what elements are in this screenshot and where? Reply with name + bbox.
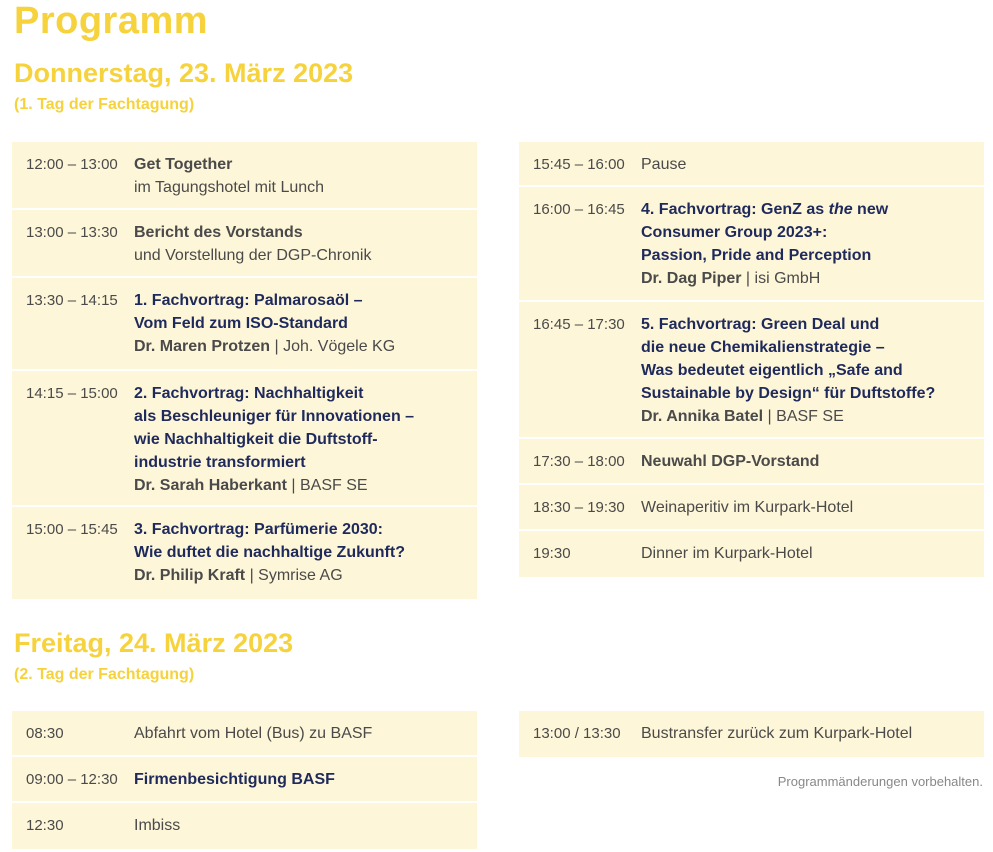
schedule-row bbox=[12, 507, 477, 599]
row-content bbox=[134, 221, 371, 267]
speaker-affiliation: | BASF SE bbox=[763, 408, 844, 425]
row-subtitle: und Vorstellung der DGP-Chronik bbox=[134, 247, 372, 264]
schedule-row bbox=[12, 371, 477, 507]
talk-title-line: als Beschleuniger für Innovationen – bbox=[134, 408, 415, 425]
row-text: Firmenbesichtigung BASF bbox=[134, 771, 335, 788]
speaker-name: Dr. Dag Piper bbox=[641, 270, 742, 287]
talk-title-line: die neue Chemikalienstrategie – bbox=[641, 339, 885, 356]
speaker-affiliation: | BASF SE bbox=[286, 477, 368, 494]
speaker-affiliation: | isi GmbH bbox=[741, 270, 821, 287]
talk-title-line: wie Nachhaltigkeit die Duftstoff- bbox=[134, 431, 378, 448]
talk-title-line: Was bedeutet eigentlich „Safe and bbox=[641, 362, 903, 379]
row-time: 18:30 – 19:30 bbox=[533, 499, 625, 516]
row-time: 15:00 – 15:45 bbox=[26, 521, 118, 538]
talk-title-line: Vom Feld zum ISO-Standard bbox=[134, 315, 348, 332]
talk-title-line: 2. Fachvortrag: Nachhaltigkeit bbox=[134, 385, 364, 402]
talk-title-line: 5. Fachvortrag: Green Deal und bbox=[641, 316, 880, 333]
row-text: Weinaperitiv im Kurpark-Hotel bbox=[641, 499, 854, 516]
day2-subheading: (2. Tag der Fachtagung) bbox=[14, 666, 195, 683]
row-text: Pause bbox=[641, 156, 687, 173]
row-time: 16:45 – 17:30 bbox=[533, 316, 625, 333]
row-subtitle: im Tagungshotel mit Lunch bbox=[134, 179, 325, 196]
row-time: 09:00 – 12:30 bbox=[26, 771, 118, 788]
row-content bbox=[641, 313, 935, 428]
talk-title-line: 1. Fachvortrag: Palmarosaöl – bbox=[134, 292, 363, 309]
schedule-row bbox=[12, 278, 477, 371]
day1-heading: Donnerstag, 23. März 2023 bbox=[14, 58, 354, 88]
row-text: Abfahrt vom Hotel (Bus) zu BASF bbox=[134, 725, 373, 742]
row-text: Dinner im Kurpark-Hotel bbox=[641, 545, 813, 562]
talk-title-line: Sustainable by Design“ für Duftstoffe? bbox=[641, 385, 936, 402]
row-time: 12:00 – 13:00 bbox=[26, 156, 118, 173]
row-time: 17:30 – 18:00 bbox=[533, 453, 625, 470]
day2-left-schedule bbox=[12, 711, 477, 849]
schedule-row bbox=[519, 187, 984, 302]
row-time: 13:30 – 14:15 bbox=[26, 292, 118, 309]
schedule-row bbox=[519, 711, 984, 757]
day1-left-schedule bbox=[12, 142, 477, 599]
talk-title-line: Passion, Pride and Perception bbox=[641, 247, 872, 264]
schedule-row bbox=[519, 485, 984, 531]
schedule-row bbox=[12, 757, 477, 803]
schedule-row bbox=[12, 711, 477, 757]
speaker-affiliation: | Joh. Vögele KG bbox=[270, 338, 396, 355]
row-title: Bericht des Vorstands bbox=[134, 224, 303, 241]
talk-title-line: industrie transformiert bbox=[134, 454, 306, 471]
row-content bbox=[134, 518, 405, 587]
day1-right-schedule bbox=[519, 142, 984, 577]
row-content bbox=[134, 289, 395, 358]
schedule-row bbox=[519, 142, 984, 187]
row-time: 13:00 – 13:30 bbox=[26, 224, 118, 241]
talk-title-line: Wie duftet die nachhaltige Zukunft? bbox=[134, 544, 405, 561]
talk-title-line: Consumer Group 2023+: bbox=[641, 224, 828, 241]
talk-title-line: 3. Fachvortrag: Parfümerie 2030: bbox=[134, 521, 383, 538]
row-time: 12:30 bbox=[26, 817, 64, 834]
row-content bbox=[134, 153, 324, 199]
disclaimer-note: Programmänderungen vorbehalten. bbox=[777, 774, 983, 789]
row-content bbox=[134, 382, 414, 497]
speaker-name: Dr. Sarah Haberkant bbox=[134, 477, 287, 494]
row-time: 19:30 bbox=[533, 545, 571, 562]
day2-right-schedule bbox=[519, 711, 984, 757]
day2-heading: Freitag, 24. März 2023 bbox=[14, 628, 294, 658]
speaker-name: Dr. Maren Protzen bbox=[134, 338, 271, 355]
row-time: 08:30 bbox=[26, 725, 64, 742]
schedule-row bbox=[519, 302, 984, 439]
row-text: Neuwahl DGP-Vorstand bbox=[641, 453, 820, 470]
speaker-name: Dr. Philip Kraft bbox=[134, 567, 246, 584]
schedule-row bbox=[519, 531, 984, 577]
row-text: Bustransfer zurück zum Kurpark-Hotel bbox=[641, 725, 913, 742]
row-text: Imbiss bbox=[134, 817, 181, 834]
row-content bbox=[641, 198, 888, 290]
row-time: 16:00 – 16:45 bbox=[533, 201, 625, 218]
row-time: 13:00 / 13:30 bbox=[533, 725, 621, 742]
row-time: 15:45 – 16:00 bbox=[533, 156, 625, 173]
schedule-row bbox=[12, 142, 477, 210]
talk-title-line: 4. Fachvortrag: GenZ as the new bbox=[641, 201, 889, 218]
speaker-name: Dr. Annika Batel bbox=[641, 408, 764, 425]
page-title: Programm bbox=[14, 0, 209, 42]
row-time: 14:15 – 15:00 bbox=[26, 385, 118, 402]
speaker-affiliation: | Symrise AG bbox=[245, 567, 343, 584]
day1-subheading: (1. Tag der Fachtagung) bbox=[14, 96, 195, 113]
row-title: Get Together bbox=[134, 156, 233, 173]
schedule-row bbox=[12, 803, 477, 849]
schedule-row bbox=[519, 439, 984, 485]
schedule-row bbox=[12, 210, 477, 278]
